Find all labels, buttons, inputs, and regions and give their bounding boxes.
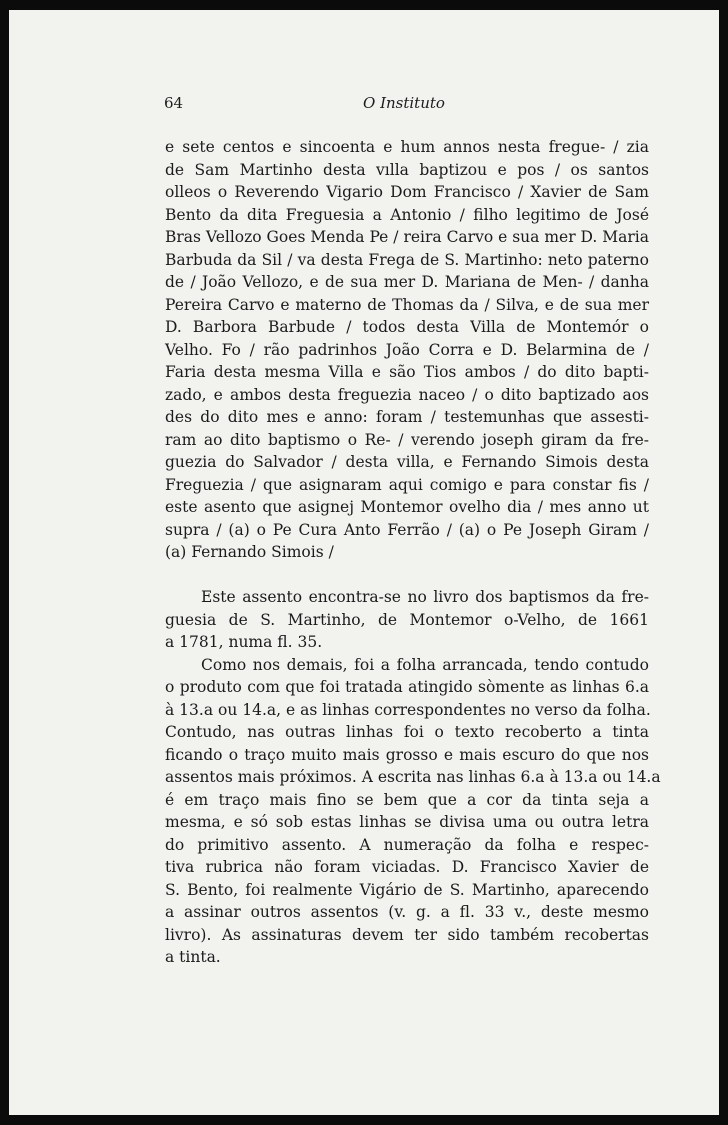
transcription-line: supra / (a) o Pe Cura Anto Ferrão / (a) o Pe Joseph Giram / bbox=[165, 520, 649, 539]
transcription-line: (a) Fernando Simois / bbox=[165, 543, 334, 561]
transcription-line: este asento que asignej Montemor ovelho dia / mes anno ut bbox=[165, 498, 649, 516]
transcription-line: guezia do Salvador / desta villa, e Fernando Simois desta bbox=[165, 453, 649, 471]
transcription-line: des do dito mes e anno: foram / testemunhas que assesti- bbox=[165, 408, 649, 426]
commentary-line: do primitivo assento. A numeração da folha e respec- bbox=[165, 835, 649, 854]
commentary-line: Como nos demais, foi a folha arrancada, tendo contudo bbox=[201, 655, 649, 674]
transcription-line: Faria desta mesma Villa e são Tios ambos / do dito bapti- bbox=[165, 363, 649, 381]
commentary-line: a tinta. bbox=[165, 948, 221, 966]
page-number: 64 bbox=[164, 94, 184, 112]
commentary-line: ficando o traço muito mais grosso e mais escuro do que nos bbox=[165, 745, 649, 764]
commentary-line: S. Bento, foi realmente Vigário de S. Martinho, aparecendo bbox=[165, 880, 649, 899]
commentary-line: a 1781, numa fl. 35. bbox=[165, 633, 323, 651]
commentary-line: o produto com que foi tratada atingido sòmente as linhas 6.a bbox=[165, 678, 649, 696]
page-header bbox=[163, 94, 650, 118]
commentary-line: tiva rubrica não foram viciadas. D. Francisco Xavier de bbox=[165, 858, 649, 876]
transcription-line: ram ao dito baptismo o Re- / verendo joseph giram da fre- bbox=[165, 430, 649, 449]
commentary-line: é em traço mais fino se bem que a cor da tinta seja a bbox=[165, 790, 649, 809]
transcription-line: e sete centos e sincoenta e hum annos nesta fregue- / zia bbox=[165, 138, 649, 156]
commentary-line: a assinar outros assentos (v. g. a fl. 33 v., deste mesmo bbox=[165, 903, 649, 921]
commentary-line: Este assento encontra-se no livro dos baptismos da fre- bbox=[201, 588, 649, 606]
transcription-line: zado, e ambos desta freguezia naceo / o dito baptizado aos bbox=[165, 385, 649, 404]
transcription-line: Bras Vellozo Goes Menda Pe / reira Carvo e sua mer D. Maria bbox=[165, 228, 649, 246]
book-page bbox=[9, 10, 719, 1115]
editorial-commentary bbox=[165, 586, 661, 969]
transcription-line: Freguezia / que asignaram aqui comigo e para constar fis / bbox=[165, 475, 649, 494]
commentary-line: à 13.a ou 14.a, e as linhas correspondentes no verso da folha. bbox=[165, 700, 651, 719]
transcription-line: Barbuda da Sil / va desta Frega de S. Martinho: neto paterno bbox=[165, 250, 649, 269]
commentary-line: Contudo, nas outras linhas foi o texto recoberto a tinta bbox=[165, 723, 649, 741]
transcription-line: de / João Vellozo, e de sua mer D. Mariana de Men- / danha bbox=[165, 273, 649, 291]
transcription-line: Pereira Carvo e materno de Thomas da / Silva, e de sua mer bbox=[165, 295, 649, 314]
running-title: O Instituto bbox=[363, 94, 445, 112]
commentary-line: guesia de S. Martinho, de Montemor o-Velho, de 1661 bbox=[165, 610, 649, 629]
baptism-record-transcription bbox=[165, 136, 649, 564]
transcription-line: D. Barbora Barbude / todos desta Villa de Montemór o bbox=[165, 318, 649, 336]
commentary-line: livro). As assinaturas devem ter sido também recobertas bbox=[165, 925, 649, 944]
commentary-line: assentos mais próximos. A escrita nas linhas 6.a à 13.a ou 14.a bbox=[165, 768, 661, 786]
transcription-line: olleos o Reverendo Vigario Dom Francisco / Xavier de Sam bbox=[165, 183, 649, 201]
transcription-line: Bento da dita Freguesia a Antonio / filho legitimo de José bbox=[165, 205, 649, 224]
commentary-line: mesma, e só sob estas linhas se divisa uma ou outra letra bbox=[165, 813, 649, 831]
transcription-line: Velho. Fo / rão padrinhos João Corra e D. Belarmina de / bbox=[165, 340, 649, 359]
transcription-line: de Sam Martinho desta vılla baptizou e pos / os santos bbox=[165, 160, 649, 179]
